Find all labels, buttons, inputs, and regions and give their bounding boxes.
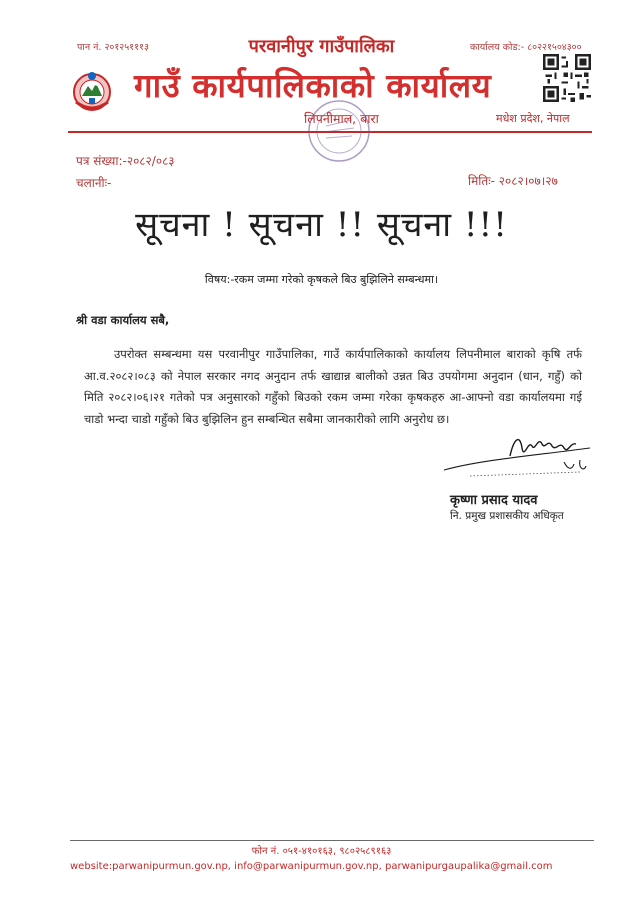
notice-heading: सूचना ! सूचना !! सूचना !!!	[135, 205, 508, 245]
province-country: मधेश प्रदेश, नेपाल	[496, 112, 570, 125]
dispatch-number: चलानीः-	[76, 176, 112, 190]
footer-web-contacts: website:parwanipurmun.gov.np, info@parwanipurmun.gov.np, parwanipurgaupalika@gmail.com	[70, 861, 553, 872]
office-title: गाउँ कार्यपालिकाको कार्यालय	[134, 66, 492, 105]
municipality-name: परवानीपुर गाउँपालिका	[248, 36, 395, 57]
signatory-title: नि. प्रमुख प्रशासकीय अधिकृत	[450, 510, 564, 522]
handwritten-signature-icon	[440, 426, 600, 482]
office-location: लिपनीमाल, बारा	[304, 111, 379, 126]
nepal-emblem-icon	[70, 68, 114, 114]
letter-date: मितिः- २०८२।०७।२७	[468, 174, 558, 188]
letter-reference-number: पत्र संख्या:-२०८२/०८३	[76, 154, 175, 168]
signatory-name: कृष्णा प्रसाद यादव	[450, 493, 538, 508]
notice-body: उपरोक्त सम्बन्धमा यस परवानीपुर गाउँपालिका, गाउँ कार्यपालिकाको कार्यालय लिपनीमाल बाराको कृषि तर्फ आ.व.२०८२।०८३ को नेपाल सरकार नगद अनुदान तर्फ खाद्यान्न बालीको उन्नत बिउ उपयोगमा अनुदान (धान, गहुँ) को मिति २०८२।०६।२१ गतेको पत्र अनुसारको गहुँको बिउको रकम जम्मा गरेका कृषकहरु आ-आफ्नो वडा कार्यालयमा गई चाडो भन्दा चाडो गहुँको बिउ बुझिलिन हुन सम्बन्धित सबैमा जानकारीको लागि अनुरोध छ।	[84, 347, 582, 426]
qr-code-icon	[543, 54, 591, 102]
office-code: कार्यालय कोड:- ८०२२१५०४३००	[470, 42, 582, 53]
footer-divider	[70, 840, 594, 841]
office-seal-stamp-icon	[304, 96, 374, 166]
pan-number: पान नं. २०१२५१११३	[77, 42, 149, 53]
footer-phone: फोन नं. ०५१-४१०१६३, ९८०२५८९१६३	[251, 846, 392, 857]
salutation: श्री वडा कार्यालय सबै,	[76, 313, 170, 327]
notice-subject: विषय:-रकम जम्मा गरेको कृषकले बिउ बुझिलिने सम्बन्धमा।	[204, 273, 439, 286]
